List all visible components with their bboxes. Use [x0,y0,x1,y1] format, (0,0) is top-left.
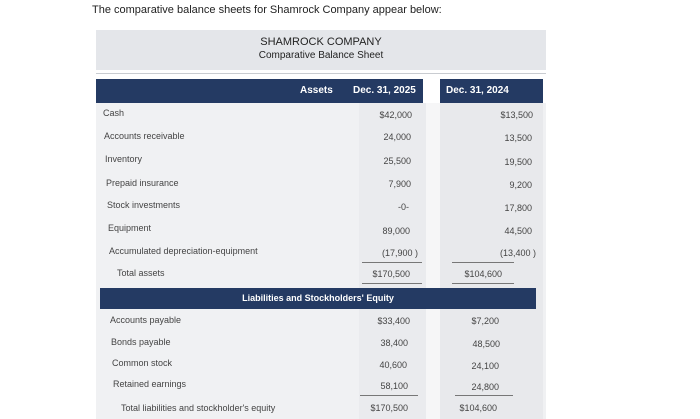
retained-earnings-2024: 24,800 [471,382,499,392]
row-label-bonds-payable: Bonds payable [111,337,171,347]
total-underline-2025 [362,283,422,284]
prepaid-insurance-2024: 9,200 [509,180,532,190]
total-assets-2024: $104,600 [464,269,502,279]
row-label-total-liabilities-equity: Total liabilities and stockholder's equity [121,403,276,413]
total-assets-2025: $170,500 [372,269,410,279]
row-label-equipment: Equipment [108,223,152,233]
accounts-payable-2024: $7,200 [471,316,499,326]
stock-investments-2024: 17,800 [504,203,532,213]
assets-header-bar [96,79,423,103]
liabilities-heading: Liabilities and Stockholders' Equity [242,293,394,303]
column-2025-shade [359,103,426,419]
statement-title-box [96,30,546,70]
row-label-prepaid-insurance: Prepaid insurance [106,178,179,188]
stock-investments-2025: -0- [398,202,409,212]
row-label-accumulated-depreciation: Accumulated depreciation-equipment [109,246,258,256]
liab-subtotal-underline-2024 [455,395,513,396]
accounts-receivable-2024: 13,500 [504,133,532,143]
problem-intro: The comparative balance sheets for Shamrock Company appear below: [92,4,442,16]
inventory-2025: 25,500 [383,156,411,166]
accounts-payable-2025: $33,400 [377,316,410,326]
divider [96,73,546,74]
accounts-receivable-2025: 24,000 [383,132,411,142]
year-2024-header-bar [440,79,543,103]
inventory-2024: 19,500 [504,157,532,167]
bonds-payable-2025: 38,400 [380,338,408,348]
row-label-stock-investments: Stock investments [107,200,181,210]
statement-title: Comparative Balance Sheet [258,50,384,61]
retained-earnings-2025: 58,100 [380,381,408,391]
cash-2024: $13,500 [500,110,533,120]
total-liabilities-equity-2024: $104,600 [459,403,497,413]
accumulated-depreciation-2024: (13,400 ) [499,248,536,258]
company-name: SHAMROCK COMPANY [260,36,382,48]
column-2024-shade [440,103,543,419]
year-2024-heading: Dec. 31, 2024 [446,85,509,96]
common-stock-2024: 24,100 [471,361,499,371]
total-liabilities-equity-2025: $170,500 [370,403,408,413]
year-2025-heading: Dec. 31, 2025 [353,85,416,96]
liabilities-header-bar [100,288,536,309]
accumulated-depreciation-2025: (17,900 ) [381,248,418,258]
liab-subtotal-underline-2025 [360,395,418,396]
row-label-cash: Cash [103,108,125,118]
assets-heading: Assets [300,85,333,96]
column-gap [426,103,440,419]
row-label-total-assets: Total assets [117,268,165,278]
total-underline-2024 [452,283,514,284]
row-label-accounts-receivable: Accounts receivable [104,131,185,141]
cash-2025: $42,000 [379,110,412,120]
equipment-2025: 89,000 [382,226,410,236]
row-label-retained-earnings: Retained earnings [113,379,187,389]
subtotal-underline-2025 [362,262,422,263]
row-label-common-stock: Common stock [112,358,173,368]
row-label-inventory: Inventory [105,154,143,164]
common-stock-2025: 40,600 [379,360,407,370]
row-label-accounts-payable: Accounts payable [110,315,182,325]
equipment-2024: 44,500 [504,226,532,236]
subtotal-underline-2024 [452,262,514,263]
prepaid-insurance-2025: 7,900 [388,179,411,189]
bonds-payable-2024: 48,500 [472,339,500,349]
